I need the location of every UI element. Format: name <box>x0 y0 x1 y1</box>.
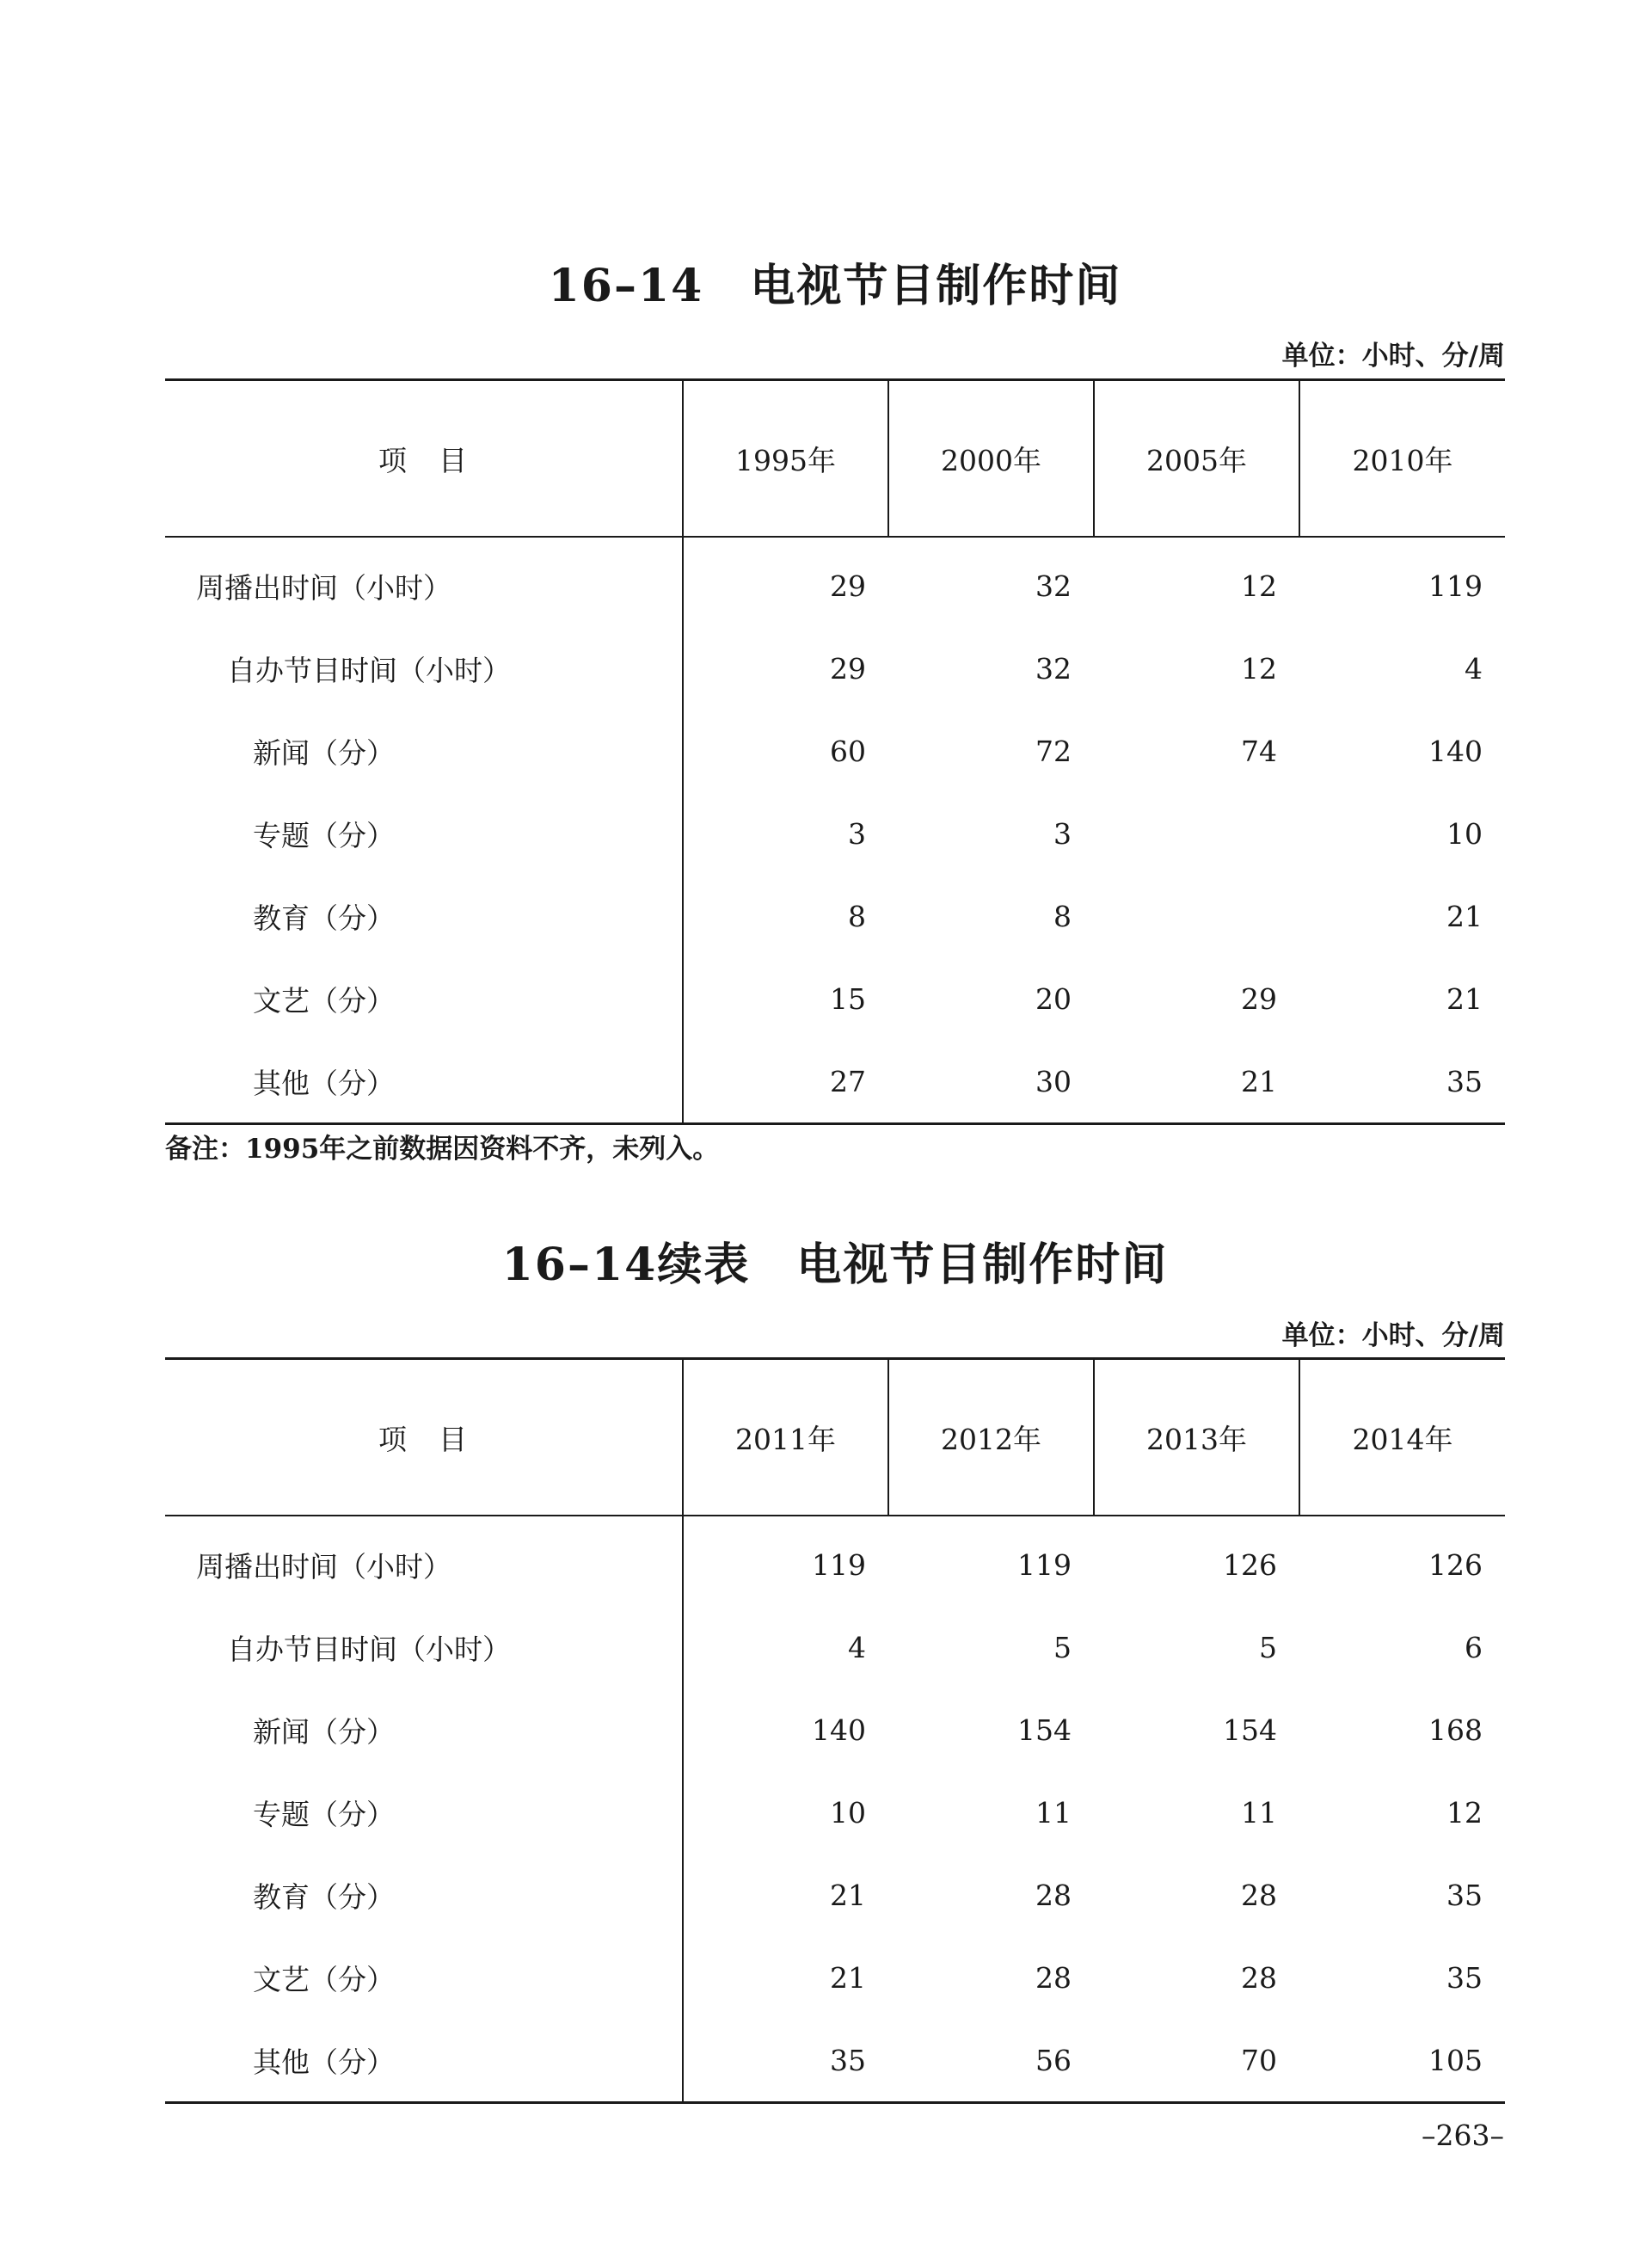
cell-value: 168 <box>1428 1713 1483 1747</box>
cell-value: 28 <box>1035 1960 1072 1995</box>
table-1-unit: 单位：小时、分/周 <box>1281 341 1505 372</box>
cell-value: 21 <box>830 1878 866 1912</box>
cell-value: 126 <box>1428 1547 1483 1582</box>
row-label: 周播出时间（小时） <box>165 537 683 627</box>
table-row <box>165 1040 1505 1124</box>
cell-value: 56 <box>1035 2043 1072 2077</box>
table-row <box>165 875 1505 957</box>
row-label: 自办节目时间（小时） <box>165 1606 683 1688</box>
cell-value: 27 <box>830 1064 866 1098</box>
cell-value: 32 <box>1035 651 1072 686</box>
table-row <box>165 537 1505 627</box>
cell-value: 154 <box>1017 1713 1072 1747</box>
row-label: 其他（分） <box>165 2019 683 2103</box>
cell-value: 140 <box>1428 734 1483 768</box>
table-2-title: 16–14续表 电视节目制作时间 <box>501 1239 1169 1291</box>
cell-value: 35 <box>1446 1878 1483 1912</box>
table-row <box>165 1516 1505 1606</box>
cell-value: 154 <box>1223 1713 1277 1747</box>
table-row <box>165 627 1505 710</box>
table-1 <box>165 378 1505 1125</box>
table-1-note: 备注：1995年之前数据因资料不齐，未列入。 <box>165 1134 720 1165</box>
table-row <box>165 1771 1505 1854</box>
table-1-header-year: 2010年 <box>1299 380 1505 538</box>
cell-value: 60 <box>830 734 866 768</box>
table-2-header-year: 2013年 <box>1094 1359 1299 1516</box>
cell-value <box>1094 792 1299 875</box>
cell-value <box>1094 875 1299 957</box>
table-1-title: 16–14 电视节目制作时间 <box>548 260 1122 312</box>
row-label: 文艺（分） <box>165 957 683 1040</box>
cell-value: 140 <box>812 1713 866 1747</box>
table-row <box>165 1606 1505 1688</box>
table-1-header-row <box>165 380 1505 538</box>
cell-value: 12 <box>1241 651 1277 686</box>
cell-value: 11 <box>1241 1795 1277 1830</box>
row-label: 新闻（分） <box>165 710 683 792</box>
page-number: –263– <box>1422 2119 1504 2152</box>
cell-value: 4 <box>848 1630 866 1664</box>
cell-value: 74 <box>1241 734 1277 768</box>
table-row <box>165 2019 1505 2103</box>
cell-value: 119 <box>1017 1547 1072 1582</box>
cell-value: 5 <box>1259 1630 1277 1664</box>
cell-value: 4 <box>1465 651 1483 686</box>
row-label: 文艺（分） <box>165 1936 683 2019</box>
cell-value: 12 <box>1241 569 1277 603</box>
table-2-header-year: 2011年 <box>683 1359 888 1516</box>
cell-value: 72 <box>1035 734 1072 768</box>
cell-value: 126 <box>1223 1547 1277 1582</box>
cell-value: 6 <box>1465 1630 1483 1664</box>
cell-value: 10 <box>1446 816 1483 851</box>
cell-value: 12 <box>1446 1795 1483 1830</box>
table-1-header-year: 2000年 <box>888 380 1094 538</box>
cell-value: 32 <box>1035 569 1072 603</box>
row-label: 教育（分） <box>165 875 683 957</box>
row-label: 教育（分） <box>165 1854 683 1936</box>
table-2-header-row <box>165 1359 1505 1516</box>
row-label: 其他（分） <box>165 1040 683 1124</box>
table-2-unit: 单位：小时、分/周 <box>1281 1320 1505 1351</box>
table-row <box>165 1854 1505 1936</box>
cell-value: 35 <box>1446 1960 1483 1995</box>
table-row <box>165 1688 1505 1771</box>
cell-value: 30 <box>1035 1064 1072 1098</box>
table-1-header-item: 项 目 <box>165 380 683 538</box>
row-label: 专题（分） <box>165 1771 683 1854</box>
cell-value: 21 <box>1446 981 1483 1016</box>
cell-value: 10 <box>830 1795 866 1830</box>
table-row <box>165 1936 1505 2019</box>
cell-value: 105 <box>1428 2043 1483 2077</box>
table-2-header-year: 2012年 <box>888 1359 1094 1516</box>
cell-value: 8 <box>848 899 866 933</box>
cell-value: 3 <box>848 816 866 851</box>
table-1-header-year: 1995年 <box>683 380 888 538</box>
cell-value: 119 <box>812 1547 866 1582</box>
row-label: 新闻（分） <box>165 1688 683 1771</box>
table-1-header-year: 2005年 <box>1094 380 1299 538</box>
table-row <box>165 957 1505 1040</box>
row-label: 自办节目时间（小时） <box>165 627 683 710</box>
table-row <box>165 710 1505 792</box>
cell-value: 15 <box>830 981 866 1016</box>
cell-value: 35 <box>1446 1064 1483 1098</box>
cell-value: 21 <box>830 1960 866 1995</box>
cell-value: 28 <box>1035 1878 1072 1912</box>
table-row <box>165 792 1505 875</box>
cell-value: 28 <box>1241 1878 1277 1912</box>
row-label: 周播出时间（小时） <box>165 1516 683 1606</box>
cell-value: 8 <box>1053 899 1072 933</box>
table-2 <box>165 1357 1505 2104</box>
table-2-header-year: 2014年 <box>1299 1359 1505 1516</box>
cell-value: 29 <box>1241 981 1277 1016</box>
cell-value: 5 <box>1053 1630 1072 1664</box>
cell-value: 3 <box>1053 816 1072 851</box>
cell-value: 70 <box>1241 2043 1277 2077</box>
cell-value: 20 <box>1035 981 1072 1016</box>
table-2-header-item: 项 目 <box>165 1359 683 1516</box>
cell-value: 29 <box>830 651 866 686</box>
cell-value: 29 <box>830 569 866 603</box>
row-label: 专题（分） <box>165 792 683 875</box>
cell-value: 28 <box>1241 1960 1277 1995</box>
cell-value: 21 <box>1446 899 1483 933</box>
cell-value: 11 <box>1035 1795 1072 1830</box>
cell-value: 21 <box>1241 1064 1277 1098</box>
cell-value: 35 <box>830 2043 866 2077</box>
cell-value: 119 <box>1428 569 1483 603</box>
